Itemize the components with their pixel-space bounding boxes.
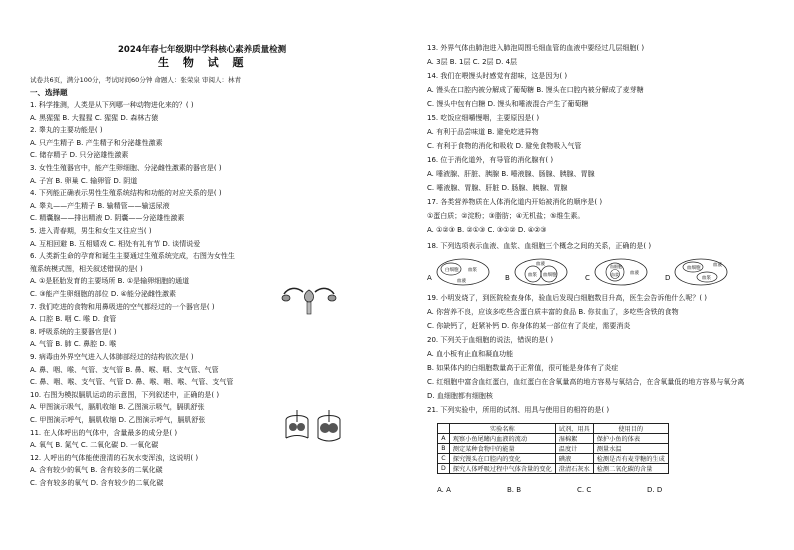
bell-jar-right bbox=[318, 410, 340, 441]
table-cell: 检测二氧化碳的含量 bbox=[593, 464, 668, 474]
question-line: 20. 下列关于血细胞的说法，错误的是( ) bbox=[427, 336, 554, 344]
table-cell: 温度计 bbox=[555, 444, 593, 454]
question-line: 14. 我们在喂馒头时感觉有甜味，这是因为( ) bbox=[427, 72, 568, 80]
table-cell: 探究馒头在口腔内的变化 bbox=[449, 454, 555, 464]
q18-option-a: A bbox=[427, 274, 432, 282]
table-header-cell bbox=[438, 424, 450, 434]
question-line: 12. 人呼出的气体能使澄清的石灰水变浑浊，这说明( ) bbox=[30, 453, 199, 462]
question-line: 8. 呼吸系统的主要器官是( ) bbox=[30, 327, 117, 336]
female-reproductive-diagram bbox=[278, 280, 340, 320]
vagina-shape bbox=[307, 302, 311, 314]
svg-text:血细胞: 血细胞 bbox=[543, 273, 557, 278]
uterus-shape bbox=[304, 290, 313, 302]
exam-info: 试卷共6页，满分100分，考试时间60分钟 命题人：张荣泉 审阅人：林青 bbox=[30, 76, 241, 84]
question-line: C. 你缺钙了，赶紧补钙 D. 你身体的某一部位有了炎症，需要消炎 bbox=[427, 322, 631, 330]
table-row bbox=[438, 434, 669, 444]
subject-title: 生 物 试 题 bbox=[158, 56, 249, 69]
svg-text:血浆: 血浆 bbox=[528, 273, 537, 278]
question-line: A. 氧气 B. 氮气 C. 二氧化碳 D. 一氧化碳 bbox=[30, 441, 159, 450]
table-row bbox=[438, 454, 669, 464]
q21-option-a: A. A bbox=[437, 486, 451, 494]
question-line: 18. 下列选项表示血液、血浆、血细胞三个概念之间的关系，正确的是( ) bbox=[427, 242, 652, 250]
svg-text:血浆: 血浆 bbox=[468, 268, 477, 273]
q18-option-c: C bbox=[585, 274, 590, 282]
table-cell: D bbox=[438, 464, 450, 474]
question-line: C. 甲图演示呼气，膈肌收缩 D. 乙图演示呼气，膈肌舒张 bbox=[30, 416, 206, 424]
svg-text:血液: 血液 bbox=[536, 262, 545, 267]
table-cell: 测量水温 bbox=[593, 444, 668, 454]
table-cell: 保护小鱼的体表 bbox=[593, 434, 668, 444]
question-line: A. 鼻、咽、喉、气管、支气管 B. 鼻、喉、咽、支气管、气管 bbox=[30, 365, 219, 374]
table-header-cell: 实验名称 bbox=[449, 424, 555, 434]
question-line: 3. 女性生殖器官中，能产生卵细胞、分泌雌性激素的器官是( ) bbox=[30, 164, 222, 172]
q18-diagram-a bbox=[435, 257, 491, 287]
question-line: A. 气管 B. 肺 C. 鼻腔 D. 喉 bbox=[30, 340, 117, 349]
svg-text:血液: 血液 bbox=[713, 263, 722, 268]
question-line: 9. 病毒由外界空气进入人体肺部经过的结构依次是( ) bbox=[30, 353, 194, 361]
question-line: C. ③能产生卵细胞的部位 D. ④能分泌雌性激素 bbox=[30, 290, 176, 298]
question-line: A. ①②③ B. ②①③ C. ③①② D. ④②③ bbox=[427, 226, 547, 234]
table-row bbox=[438, 444, 669, 454]
question-line: A. 黑猩猩 B. 大猩猩 C. 猩猩 D. 森林古猿 bbox=[30, 113, 159, 122]
q18-diagram-c bbox=[593, 257, 649, 287]
table-header-cell: 使用目的 bbox=[593, 424, 668, 434]
question-line: A. 有利于品尝味道 B. 避免吃进异物 bbox=[427, 128, 539, 136]
q18-diagram-b bbox=[513, 257, 569, 287]
svg-text:血细胞: 血细胞 bbox=[610, 264, 622, 269]
question-line: 10. 右图为模拟膈肌运动的示意图，下列叙述中，正确的是( ) bbox=[30, 390, 220, 399]
question-line: C. 精囊腺——排出精液 D. 阴囊——分泌雄性激素 bbox=[30, 214, 185, 223]
question-line: A. ①是胚胎发育的主要场所 B. ①是输卵细胞的通道 bbox=[30, 277, 190, 286]
question-line: A. 你营养不良，应该多吃些含蛋白质丰富的食品 B. 你贫血了，多吃些含铁的食物 bbox=[427, 308, 679, 316]
question-line: 15. 吃饭应细嚼慢咽，主要原因是( ) bbox=[427, 114, 540, 122]
question-line: 17. 各类营养物质在人体消化道内开始被消化的顺序是( ) bbox=[427, 198, 603, 206]
bell-jar-left bbox=[286, 410, 308, 438]
section-heading: 一、选择题 bbox=[30, 88, 68, 97]
question-line: A. 甲图演示吸气，膈肌收缩 B. 乙图演示吸气，膈肌舒张 bbox=[30, 403, 205, 412]
question-line: A. 子宫 B. 卵巢 C. 输卵管 D. 阴道 bbox=[30, 176, 138, 185]
table-cell: C bbox=[438, 454, 450, 464]
question-line: A. 睾丸——产生精子 B. 输精管——输送尿液 bbox=[30, 201, 170, 210]
question-line: C. 储存精子 D. 只分泌雄性激素 bbox=[30, 151, 129, 160]
question-line: A. 含有较少的氧气 B. 含有较多的二氧化碳 bbox=[30, 466, 163, 475]
q18-option-d: D bbox=[665, 274, 671, 282]
question-line: C. 鼻、咽、喉、支气管、气管 D. 鼻、喉、咽、喉、气管、支气管 bbox=[30, 378, 234, 387]
question-line: A. 3层 B. 1层 C. 2层 D. 4层 bbox=[427, 58, 518, 66]
question-line: 7. 我们吃进的食物和用鼻吸进的空气都经过的一个器官是( ) bbox=[30, 302, 215, 311]
question-line: 13. 外界气体由肺泡进入肺泡周围毛细血管的血液中要经过几层细胞( ) bbox=[427, 44, 645, 52]
table-cell: 检测是否有麦芽糖的生成 bbox=[593, 454, 668, 464]
q21-table bbox=[437, 423, 669, 474]
svg-text:血浆: 血浆 bbox=[702, 276, 711, 281]
svg-text:血浆: 血浆 bbox=[611, 272, 619, 277]
question-line: 5. 进入青春期，男生和女生又往应当( ) bbox=[30, 227, 152, 235]
question-line: A. 血小板有止血和凝血功能 bbox=[427, 350, 514, 358]
svg-text:血液: 血液 bbox=[457, 279, 466, 284]
question-line: ①蛋白质；②淀粉；③脂肪；④无机盐；⑤维生素。 bbox=[427, 212, 585, 220]
question-line: 殖系统模式图，相关叙述错误的是( ) bbox=[30, 264, 143, 273]
question-line: 11. 在人体呼出的气体中，含量最多的成分是( ) bbox=[30, 428, 178, 437]
question-line: C. 馒头中包有白糖 D. 馒头和唾液混合产生了葡萄糖 bbox=[427, 100, 589, 108]
question-line: 19. 小明发烧了，到医院检查身体，验血后发现白细胞数目升高，医生会告诉他什么呢？( ) bbox=[427, 294, 708, 302]
right-ovary bbox=[328, 295, 336, 301]
question-line: C. 有利于食物的消化和吸收 D. 避免食物吸入气管 bbox=[427, 142, 582, 150]
question-line: A. 口腔 B. 咽 C. 喉 D. 食管 bbox=[30, 315, 117, 324]
table-header-cell: 试剂、用具 bbox=[555, 424, 593, 434]
question-line: A. 馒头在口腔内被分解成了葡萄糖 B. 馒头在口腔内被分解成了麦芽糖 bbox=[427, 86, 644, 94]
diaphragm-model-diagram bbox=[282, 408, 346, 446]
question-line: 1. 科学推测，人类是从下列哪一种动物进化来的？( ) bbox=[30, 101, 194, 109]
exam-title: 2024年春七年级期中学科核心素养质量检测 bbox=[118, 45, 287, 55]
right-oviduct bbox=[315, 288, 334, 294]
q18-option-b: B bbox=[505, 274, 510, 282]
question-line: A. 只产生精子 B. 产生精子和分泌雄性激素 bbox=[30, 138, 163, 147]
q21-option-b: B. B bbox=[507, 486, 522, 494]
table-cell: 澄清石灰水 bbox=[555, 464, 593, 474]
question-line: 4. 下列能正确表示男性生殖系统结构和功能的对应关系的是( ) bbox=[30, 189, 222, 198]
question-line: C. 红细胞中富含血红蛋白，血红蛋白在含氧量高的地方容易与氧结合，在含氧量低的地方容易与氧分离 bbox=[427, 378, 745, 386]
table-cell: 观察小鱼尾鳍内血液的流动 bbox=[449, 434, 555, 444]
table-cell: 测定某种食物中的能量 bbox=[449, 444, 555, 454]
left-oviduct bbox=[284, 288, 303, 294]
table-cell: A bbox=[438, 434, 450, 444]
q21-option-d: D. D bbox=[647, 486, 663, 494]
right-column bbox=[397, 0, 794, 550]
question-line: D. 血细胞都有细胞核 bbox=[427, 392, 493, 400]
table-header-row bbox=[438, 424, 669, 434]
question-line: B. 如果体内的白细胞数量高于正常值，很可能是身体有了炎症 bbox=[427, 364, 619, 372]
table-row bbox=[438, 464, 669, 474]
table-cell: B bbox=[438, 444, 450, 454]
question-line: C. 唾液腺、胃腺、肝脏 D. 肠腺、胰腺、胃腺 bbox=[427, 184, 568, 192]
q18-diagram-d bbox=[673, 257, 729, 287]
q21-option-c: C. C bbox=[577, 486, 592, 494]
table-cell: 探究人体呼吸过程中气体含量的变化 bbox=[449, 464, 555, 474]
question-line: 6. 人类新生命的孕育和诞生主要通过生殖系统完成，右图为女性生 bbox=[30, 252, 235, 261]
svg-text:血细胞: 血细胞 bbox=[687, 266, 701, 271]
question-line: C. 含有较多的氧气 D. 含有较少的二氧化碳 bbox=[30, 479, 164, 487]
question-line: A. 唾液腺、肝脏、胰腺 B. 唾液腺、肠腺、胰腺、胃腺 bbox=[427, 170, 595, 178]
svg-text:白细胞: 白细胞 bbox=[445, 268, 459, 273]
svg-text:血液: 血液 bbox=[630, 271, 639, 276]
question-line: 16. 位于消化道外，有导管的消化腺有( ) bbox=[427, 156, 554, 164]
table-cell: 湿棉絮 bbox=[555, 434, 593, 444]
left-ovary bbox=[282, 295, 290, 301]
question-line: A. 互相回避 B. 互相嬉戏 C. 相处有礼有节 D. 谈情说爱 bbox=[30, 239, 201, 248]
table-cell: 碘液 bbox=[555, 454, 593, 464]
question-line: 21. 下列实验中，所用的试剂、用具与使用目的相符的是( ) bbox=[427, 406, 610, 414]
question-line: 2. 睾丸的主要功能是( ) bbox=[30, 126, 103, 135]
